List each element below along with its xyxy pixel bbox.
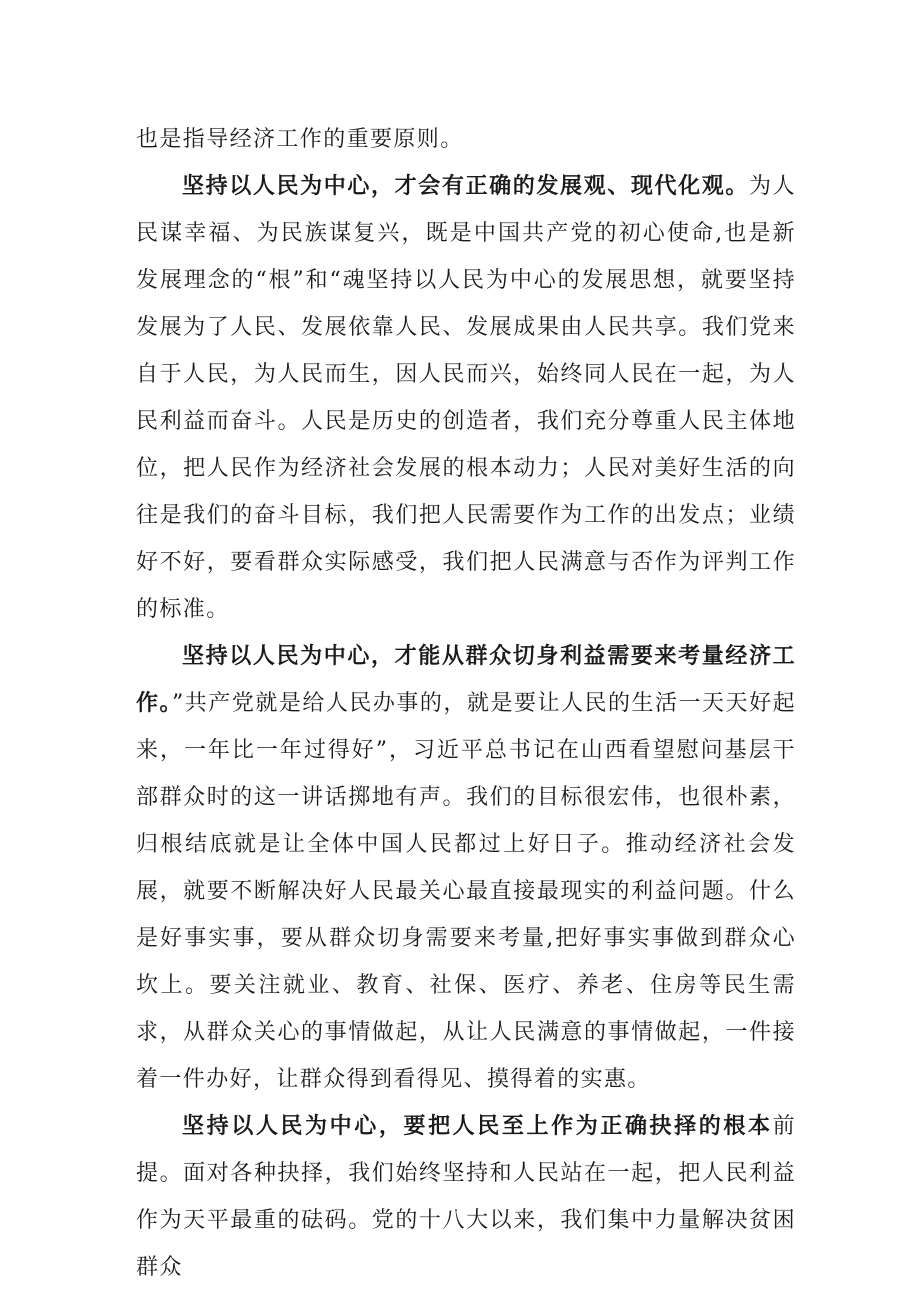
paragraph-text: 也是指导经济工作的重要原则。 [136, 127, 464, 152]
paragraph-text: 为人民谋幸福、为民族谋复兴，既是中国共产党的初心使命,也是新发展理念的“根”和“魂坚持以人民为中心的发展思想，就要坚持发展为了人民、发展依靠人民、发展成果由人民共享。我们党来自于人民，为人民而生，因人民而兴，始终同人民在一起，为人民利益而奋斗。人民是历史的创造者，我们充分尊重人民主体地位，把人民作为经济社会发展的根本动力；人民对美好生活的向往是我们的奋斗目标，我们把人民需要作为工作的出发点；业绩好不好，要看群众实际感受，我们把人民满意与否作为评判工作的标准。 [136, 174, 796, 622]
paragraph-lead: 坚持以人民为中心，才能从群众切身利益需要来考量经济工作。 [136, 643, 796, 716]
paragraph-lead: 坚持以人民为中心，要把人民至上作为正确抉择的根本 [182, 1113, 773, 1139]
paragraph-development-view [136, 163, 796, 633]
paragraph-people-first [136, 1103, 796, 1291]
document-page [136, 116, 796, 1291]
paragraph-intro [136, 116, 796, 163]
paragraph-mass-interests [136, 633, 796, 1103]
paragraph-text: 前提。面对各种抉择，我们始终坚持和人民站在一起，把人民利益作为天平最重的砝码。党的十八大以来，我们集中力量解决贫困群众 [136, 1114, 796, 1280]
paragraph-lead: 坚持以人民为中心，才会有正确的发展观、现代化观。 [182, 173, 749, 199]
paragraph-text: ”共产党就是给人民办事的，就是要让人民的生活一天天好起来，一年比一年过得好”，习近平总书记在山西看望慰问基层干部群众时的这一讲话掷地有声。我们的目标很宏伟，也很朴素，归根结底就是让全体中国人民都过上好日子。推动经济社会发展，就要不断解决好人民最关心最直接最现实的利益问题。什么是好事实事，要从群众切身需要来考量,把好事实事做到群众心坎上。要关注就业、教育、社保、医疗、养老、住房等民生需求，从群众关心的事情做起，从让人民满意的事情做起，一件接着一件办好，让群众得到看得见、摸得着的实惠。 [136, 691, 796, 1092]
